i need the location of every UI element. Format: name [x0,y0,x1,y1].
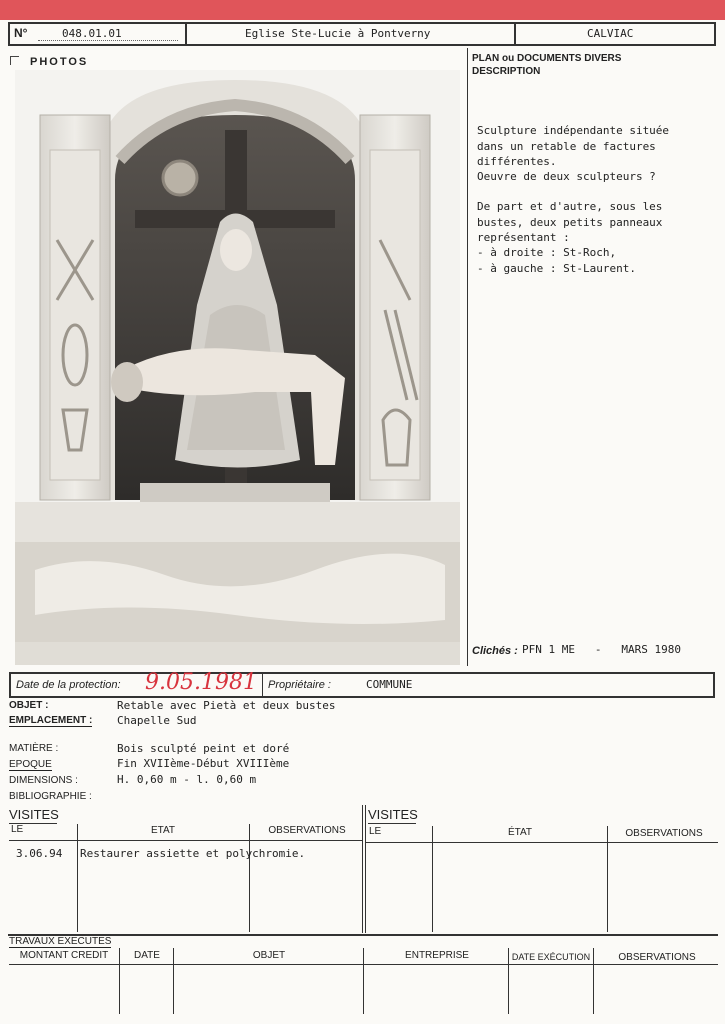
visites-bottom-line [8,934,718,936]
description-line: De part et d'autre, sous les [477,200,663,214]
objet-label: OBJET : [9,700,49,711]
header-divider-1 [185,22,187,46]
visites-right-title: VISITES [368,807,418,822]
visites-left-col-le: LE [11,824,24,835]
description-line: bustes, deux petits panneaux [477,215,663,229]
photo-corner-mark [10,56,19,65]
description-text [477,108,669,291]
visites-left-title: VISITES [9,807,59,822]
cliches-label: Clichés : [472,645,518,657]
travaux-title: TRAVAUX EXECUTES [9,936,112,947]
description-line: Oeuvre de deux sculpteurs ? [477,170,656,184]
matiere-label: MATIÈRE : [9,743,59,754]
church-name: Eglise Ste-Lucie à Pontverny [245,27,431,40]
travaux-col-date: DATE [134,950,160,961]
number-label: N° [14,26,28,40]
description-title: DESCRIPTION [472,66,541,77]
travaux-col-line-5 [593,948,594,1014]
number-value: 048.01.01 [62,27,122,40]
visites-right-col-le: LE [369,826,382,837]
visites-left-col-etat: ETAT [150,825,176,836]
travaux-col-observations: OBSERVATIONS [618,952,696,963]
visite-etat: Restaurer assiette et polychromie. [80,847,306,860]
dimensions-label: DIMENSIONS : [9,775,78,786]
visites-left-col-obs: OBSERVATIONS [268,825,346,836]
cliches-value: PFN 1 ME - MARS 1980 [522,643,681,656]
description-line: dans un retable de factures [477,139,656,153]
visites-right-col-etat: ÉTAT [507,827,533,838]
description-line: Sculpture indépendante située [477,124,670,138]
epoque-value: Fin XVIIème-Début XVIIIème [117,757,290,770]
travaux-col-date-execution: DATE EXÉCUTION [511,952,591,962]
visites-right-header-line [366,842,718,843]
emplacement-value: Chapelle Sud [117,714,197,727]
photo-plan-divider [467,48,468,666]
visites-right-col-line-2 [607,826,608,932]
protection-date: 9.05.1981 [145,670,257,695]
top-color-band [0,0,725,20]
visites-right-col-obs: OBSERVATIONS [625,828,703,839]
visites-left-col-line-1 [77,824,78,932]
travaux-col-line-1 [119,948,120,1014]
visites-right-title-underline [368,823,416,824]
commune-name: CALVIAC [587,27,634,40]
owner-value: COMMUNE [366,678,413,691]
travaux-col-line-2 [173,948,174,1014]
protection-divider [262,674,263,696]
retable-photo [15,70,460,665]
matiere-value: Bois sculpté peint et doré [117,742,290,755]
protection-label: Date de la protection: [16,679,121,691]
bibliographie-label: BIBLIOGRAPHIE : [9,791,92,802]
visites-separator-2 [365,805,366,933]
description-line: représentant : [477,231,570,245]
travaux-col-line-4 [508,948,509,1014]
visites-separator-1 [362,805,363,933]
owner-label: Propriétaire : [268,679,331,691]
description-line: - à droite : St-Roch, [477,246,617,260]
objet-value: Retable avec Pietà et deux bustes [117,699,336,712]
emplacement-label: EMPLACEMENT : [9,715,93,726]
dimensions-value: H. 0,60 m - l. 0,60 m [117,773,257,786]
visites-right-col-line-1 [432,826,433,932]
visites-left-header-line [9,840,363,841]
description-line [477,184,669,199]
description-line: - à gauche : St-Laurent. [477,261,636,275]
visite-date: 3.06.94 [16,847,63,860]
travaux-col-entreprise: ENTREPRISE [405,950,469,961]
travaux-col-line-3 [363,948,364,1014]
description-line: différentes. [477,154,557,168]
travaux-col-montant: MONTANT CREDIT [19,950,109,961]
photos-label: PHOTOS [30,56,89,68]
visites-left-col-line-2 [249,824,250,932]
header-divider-2 [514,22,516,46]
plan-title: PLAN ou DOCUMENTS DIVERS [472,53,622,64]
number-dots [38,40,178,41]
travaux-col-objet: OBJET [252,950,286,961]
epoque-label: EPOQUE [9,759,52,770]
